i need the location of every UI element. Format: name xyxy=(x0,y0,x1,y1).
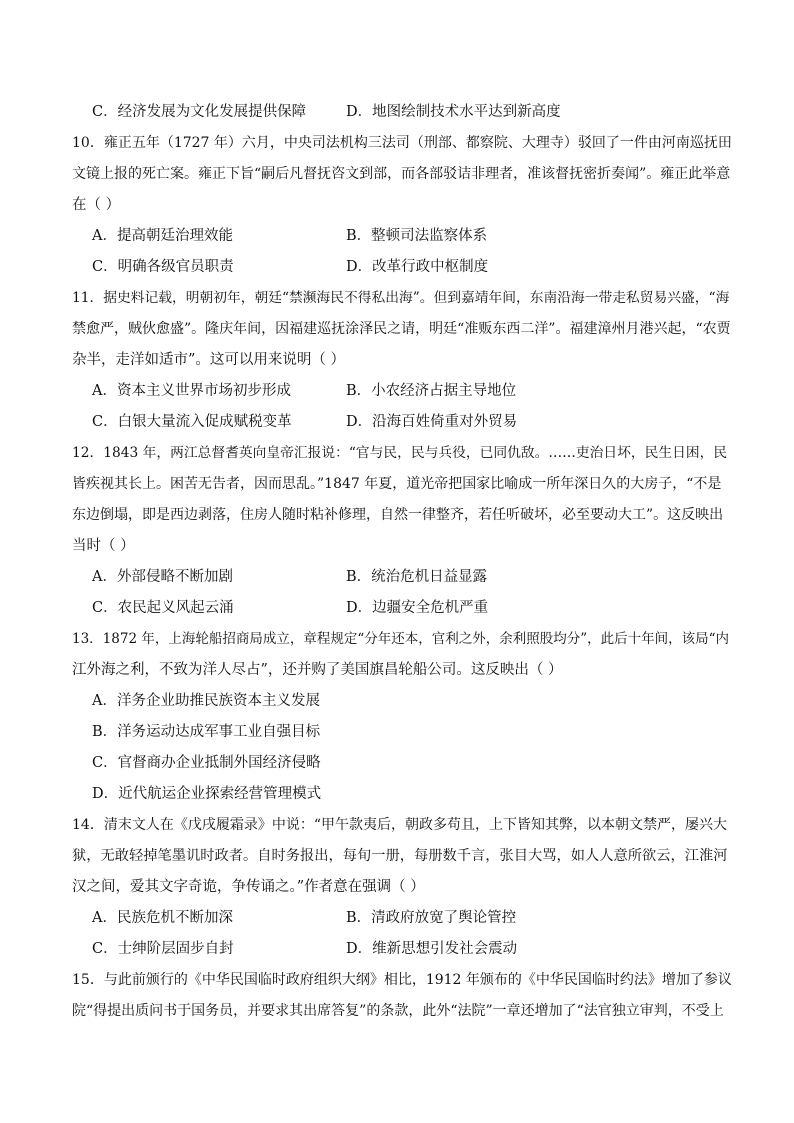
q11-option-a: A．资本主义世界市场初步形成 xyxy=(92,383,291,399)
q10-option-b: B．整顿司法监察体系 xyxy=(346,228,488,244)
q14-stem-line-1: 14．清末文人在《戊戌履霜录》中说：“甲午款夷后，朝政多苟且，上下皆知其弊，以本朝文禁严，屡兴大 xyxy=(72,817,727,833)
q10-option-a: A．提高朝廷治理效能 xyxy=(92,228,233,244)
q12-option-c: C．农民起义风起云涌 xyxy=(92,600,234,616)
q10-stem-line-1: 10．雍正五年（1727 年）六月，中央司法机构三法司（刑部、都察院、大理寺）驳回了一件由河南巡抚田 xyxy=(72,135,732,151)
q11-option-b: B．小农经济占据主导地位 xyxy=(346,383,517,399)
q10-option-c: C．明确各级官员职责 xyxy=(92,259,234,275)
q11-stem-line-3: 杂半，走洋如适市”。这可以用来说明（ ） xyxy=(72,352,346,368)
q12-stem-line-4: 当时（ ） xyxy=(72,538,135,554)
q11-stem-line-1: 11．据史料记载，明朝初年，朝廷“禁濒海民不得私出海”。但到嘉靖年间，东南沿海一带走私贸易兴盛，“海 xyxy=(72,290,730,306)
q13-stem-line-1: 13．1872 年，上海轮船招商局成立，章程规定“分年还本，官利之外，余利照股均分”，此后十年间，该局“内 xyxy=(72,631,730,647)
q12-stem-line-3: 东边倒塌，即是西边剥落，住房人随时粘补修理，自然一律整齐，若任听破坏，必至要动大工”。这反映出 xyxy=(72,507,724,523)
q12-option-b: B．统治危机日益显露 xyxy=(346,569,488,585)
q11-stem-line-2: 禁愈严，贼伙愈盛”。隆庆年间，因福建巡抚涂泽民之请，明廷“准贩东西二洋”。福建漳州月港兴起，“农贾 xyxy=(72,321,731,337)
q13-option-b: B．洋务运动达成军事工业自强目标 xyxy=(92,724,321,740)
q13-option-c: C．官督商办企业抵制外国经济侵略 xyxy=(92,755,321,771)
q9-option-c: C．经济发展为文化发展提供保障 xyxy=(92,104,307,120)
q12-option-a: A．外部侵略不断加剧 xyxy=(92,569,233,585)
q14-option-b: B．清政府放宽了舆论管控 xyxy=(346,910,517,926)
q13-stem-line-2: 江外海之利，不致为洋人尽占”，还并购了美国旗昌轮船公司。这反映出（ ） xyxy=(72,662,563,678)
q11-option-c: C．白银大量流入促成赋税变革 xyxy=(92,414,292,430)
q12-option-d: D．边疆安全危机严重 xyxy=(346,600,489,616)
q13-option-a: A．洋务企业助推民族资本主义发展 xyxy=(92,693,320,709)
q14-stem-line-2: 狱，无敢轻掉笔墨讥时政者。自时务报出，每旬一册，每册数千言，张目大骂，如人人意所欲云，江淮河 xyxy=(72,848,728,864)
q10-stem-line-2: 文镜上报的死亡案。雍正下旨“嗣后凡督抚咨文到部，而各部驳诘非理者，准该督抚密折奏闻”。雍正此举意 xyxy=(72,166,731,182)
q14-option-d: D．维新思想引发社会震动 xyxy=(346,941,518,957)
q14-option-a: A．民族危机不断加深 xyxy=(92,910,233,926)
q13-option-d: D．近代航运企业探索经营管理模式 xyxy=(92,786,322,802)
q15-stem-line-1: 15．与此前颁行的《中华民国临时政府组织大纲》相比，1912 年颁布的《中华民国临时约法》增加了参议 xyxy=(72,972,732,988)
q11-option-d: D．沿海百姓倚重对外贸易 xyxy=(346,414,518,430)
q10-stem-line-3: 在（ ） xyxy=(72,197,121,213)
q12-stem-line-2: 皆疾视其长上。困苦无告者，因而思乱。”1847 年夏，道光帝把国家比喻成一所年深日久的大房子，“不是 xyxy=(72,476,722,492)
q14-stem-line-3: 汉之间，爱其文字奇诡，争传诵之。”作者意在强调（ ） xyxy=(72,879,425,895)
q9-option-d: D．地图绘制技术水平达到新高度 xyxy=(346,104,561,120)
q14-option-c: C．士绅阶层固步自封 xyxy=(92,941,234,957)
q12-stem-line-1: 12．1843 年，两江总督耆英向皇帝汇报说：“官与民，民与兵役，已同仇敌。……吏治日坏，民生日困，民 xyxy=(72,445,728,461)
q10-option-d: D．改革行政中枢制度 xyxy=(346,259,489,275)
q15-stem-line-2: 院“得提出质问书于国务员，并要求其出席答复”的条款，此外“法院”一章还增加了“法官独立审判，不受上 xyxy=(72,1003,724,1019)
